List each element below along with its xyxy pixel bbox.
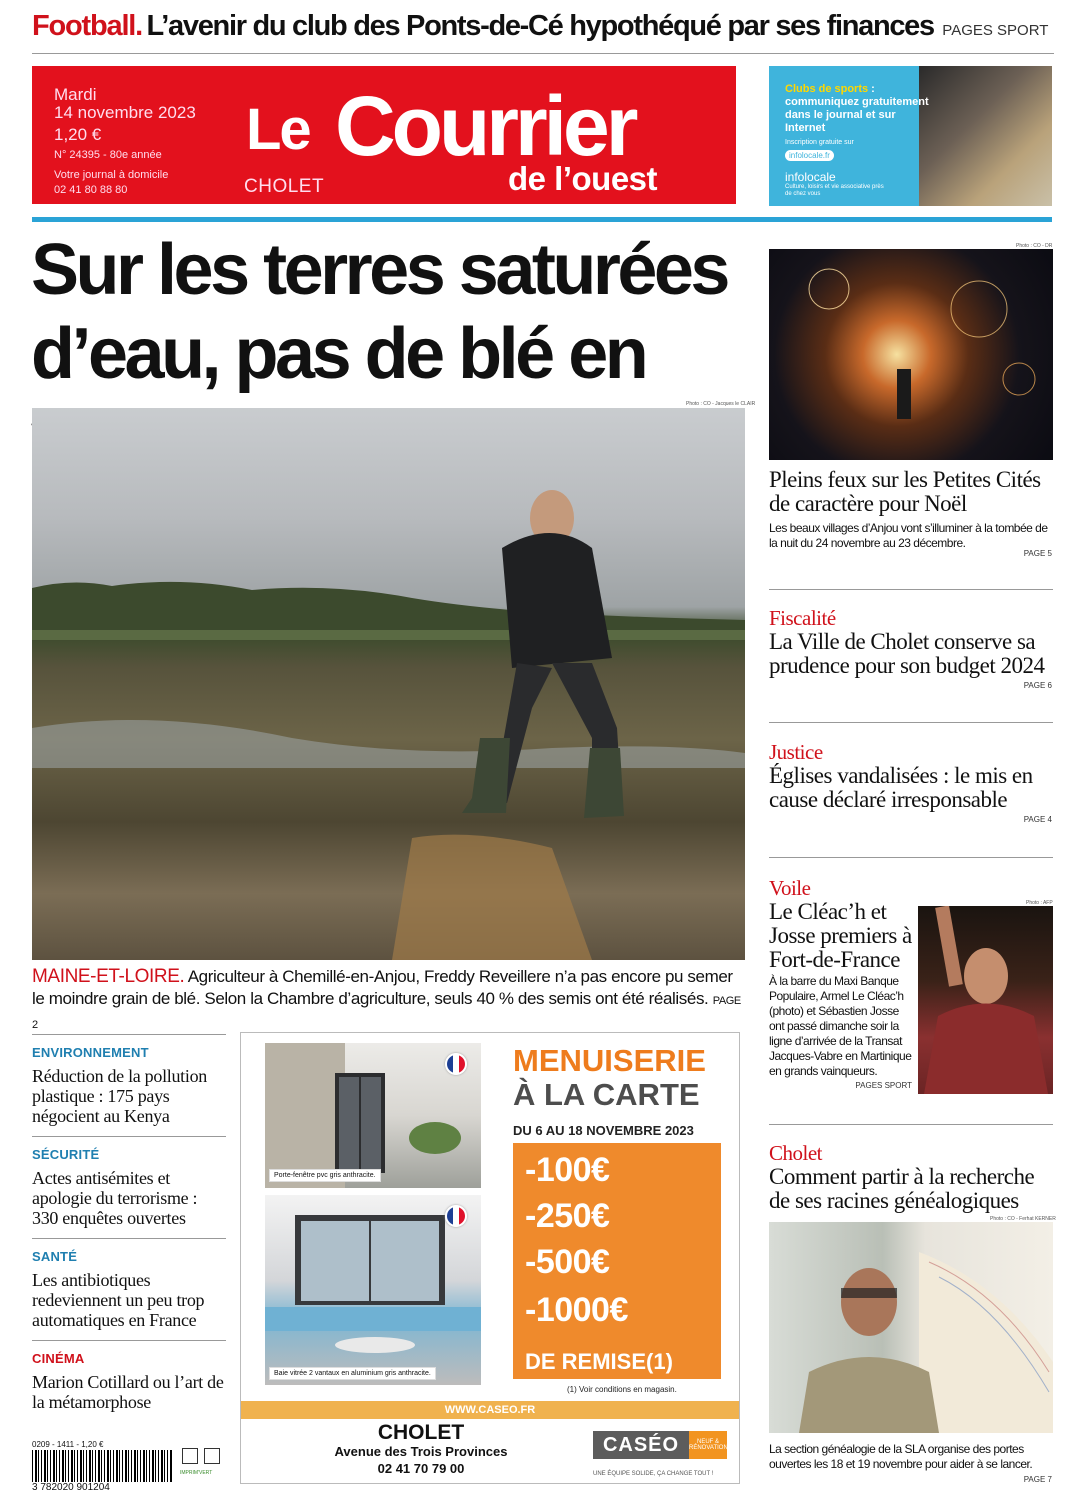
story-summary: Les beaux villages d’Anjou vont s’illuminer à la tombée de la nuit du 24 novembre au 23 décembre. — [769, 521, 1048, 550]
ad-window-photo — [265, 1195, 481, 1385]
caption-text: Agriculteur à Chemillé-en-Anjou, Freddy Reveillere n’a pas encore pu semer le moindre grain de blé. Selon la Chambre d’agriculture, seuls 40 % des semis ont été réalisés. — [32, 967, 733, 1008]
french-flag-icon — [445, 1205, 467, 1227]
headline-line-1: Sur les terres saturées — [31, 230, 727, 310]
divider — [769, 722, 1053, 723]
recycle-icon — [182, 1448, 198, 1464]
brief-title: Marion Cotillard ou l’art de la métamorphose — [32, 1372, 224, 1412]
infolocale-promo[interactable] — [769, 66, 1052, 206]
masthead — [32, 66, 736, 204]
ad-dates: DU 6 AU 18 NOVEMBRE 2023 — [513, 1123, 694, 1138]
ad-slogan: UNE ÉQUIPE SOLIDE, ÇA CHANGE TOUT ! — [593, 1471, 714, 1477]
caseo-logo — [593, 1431, 727, 1467]
ad-conditions: (1) Voir conditions en magasin. — [567, 1385, 677, 1394]
story-page: PAGE 6 — [1023, 681, 1052, 690]
promo-photo — [919, 66, 1052, 206]
story-category: Voile — [769, 876, 811, 900]
sailor-photo[interactable] — [918, 906, 1053, 1094]
photo-credit: Photo : CO - Jacques le CLAIR — [686, 401, 756, 407]
brief-title: Réduction de la pollution plastique : 175 pays négocient au Kenya — [32, 1066, 207, 1126]
divider — [32, 217, 1052, 222]
story-page: PAGE 4 — [1023, 815, 1052, 824]
promo-small: Inscription gratuite sur — [785, 139, 854, 146]
brief-securite[interactable] — [32, 1136, 226, 1228]
delivery-phone: 02 41 80 88 80 — [54, 184, 128, 196]
photo-credit: Photo : CO - Ferhat KERNER — [990, 1216, 1056, 1222]
discount-box — [513, 1143, 721, 1379]
ad-title-1: MENUISERIE — [513, 1043, 706, 1078]
photo-credit: Photo : AFP — [1026, 900, 1053, 906]
genealogy-photo[interactable] — [769, 1222, 1053, 1433]
teaser-page: PAGES SPORT — [942, 22, 1049, 39]
story-category: Fiscalité — [769, 606, 836, 630]
french-flag-icon — [445, 1053, 467, 1075]
brief-title: Les antibiotiques redeviennent un peu trop automatiques en France — [32, 1270, 205, 1330]
top-teaser[interactable] — [32, 10, 1054, 54]
logo-le: Le — [246, 97, 310, 162]
brief-title: Actes antisémites et apologie du terrorisme : 330 enquêtes ouvertes — [32, 1168, 198, 1228]
story-title[interactable]: Églises vandalisées : le mis en cause déclaré irresponsable — [769, 763, 1033, 812]
story-title[interactable]: Le Cléac’h et Josse premiers à Fort-de-France — [769, 899, 912, 972]
ad-img2-label: Baie vitrée 2 vantaux en aluminium gris anthracite. — [269, 1367, 436, 1380]
genealogy-illustration — [769, 1222, 1053, 1433]
discount-label: DE REMISE(1) — [525, 1349, 673, 1374]
discount-value: -500€ — [525, 1243, 610, 1281]
ad-website[interactable]: WWW.CASEO.FR — [241, 1401, 739, 1419]
caption-page: PAGE 2 — [32, 995, 741, 1031]
teaser-kicker: Football. — [32, 10, 143, 42]
ad-title-2: À LA CARTE — [513, 1077, 700, 1112]
divider — [769, 857, 1053, 858]
promo-link-button[interactable]: infolocale.fr — [785, 150, 834, 161]
story-category: Justice — [769, 740, 823, 764]
photo-credit: Photo : CO - DR — [1016, 243, 1053, 249]
sailor-illustration — [918, 906, 1053, 1094]
brief-environnement[interactable] — [32, 1034, 226, 1126]
promo-colon: : — [868, 83, 875, 95]
teaser-headline: L’avenir du club des Ponts-de-Cé hypothéqué par ses finances — [146, 10, 934, 42]
headline-line-2: d’eau, pas de blé en — [31, 314, 646, 394]
print-label-icon — [204, 1448, 220, 1464]
divider — [769, 589, 1053, 590]
brief-category: ENVIRONNEMENT — [32, 1045, 149, 1060]
barcode-code-bottom: 3 782020 901204 — [32, 1482, 110, 1493]
story-page: PAGE 7 — [1023, 1475, 1052, 1484]
discount-value: -1000€ — [525, 1291, 628, 1329]
logo-courrier: Courrier — [335, 79, 635, 173]
caseo-logo-name: CASÉO — [593, 1431, 689, 1459]
issue-number: N° 24395 - 80e année — [54, 149, 162, 161]
story-page: PAGE 5 — [1023, 549, 1052, 558]
promo-tagline: Culture, loisirs et vie associative près de chez vous — [785, 184, 884, 197]
brief-cinema[interactable] — [32, 1340, 226, 1412]
brief-category: CINÉMA — [32, 1351, 85, 1366]
barcode-block — [32, 1440, 232, 1492]
ad-city: CHOLET — [377, 1421, 465, 1444]
edition-city: CHOLET — [244, 176, 325, 197]
logo-ouest: de l’ouest — [508, 160, 658, 197]
ad-img1-label: Porte-fenêtre pvc gris anthracite. — [269, 1169, 381, 1182]
price: 1,20 € — [54, 125, 102, 144]
story-page: PAGES SPORT — [855, 1081, 912, 1090]
brief-category: SANTÉ — [32, 1249, 78, 1264]
delivery-info — [54, 168, 168, 198]
edition-full-date: 14 novembre 2023 — [54, 103, 196, 122]
brief-sante[interactable] — [32, 1238, 226, 1330]
main-caption — [32, 966, 747, 1036]
story-title[interactable]: Comment partir à la recherche de ses racines généalogiques — [769, 1164, 1035, 1213]
ad-door-photo — [265, 1043, 481, 1188]
story-summary: La section généalogie de la SLA organise des portes ouvertes les 18 et 19 novembre pour aider à se lancer. — [769, 1442, 1033, 1471]
farmer-illustration — [32, 408, 745, 960]
edition-date — [54, 86, 196, 122]
ad-address: Avenue des Trois Provinces — [334, 1444, 508, 1459]
main-photo-farmer-field[interactable] — [32, 408, 745, 960]
fireworks-illustration — [769, 249, 1053, 460]
divider — [769, 1124, 1053, 1125]
fireworks-photo[interactable] — [769, 249, 1053, 460]
story-summary: À la barre du Maxi Banque Populaire, Armel Le Cléac’h (photo) et Sébastien Josse ont passé dimanche soir la ligne d’arrivée de la Transat Jacques-Vabre en Martinique en grands vainqueurs. — [769, 974, 912, 1078]
edition-day: Mardi — [54, 85, 97, 104]
story-title[interactable]: Pleins feux sur les Petites Cités de caractère pour Noël — [769, 467, 1041, 516]
story-category: Cholet — [769, 1141, 822, 1165]
story-title[interactable]: La Ville de Cholet conserve sa prudence pour son budget 2024 — [769, 629, 1045, 678]
discount-value: -100€ — [525, 1151, 610, 1189]
barcode-icon — [32, 1450, 172, 1482]
ad-phone: 02 41 70 79 00 — [377, 1461, 465, 1476]
caseo-advertisement[interactable] — [240, 1032, 740, 1484]
promo-body: communiquez gratuitement dans le journal et sur Internet — [785, 96, 929, 134]
discount-value: -250€ — [525, 1197, 610, 1235]
barcode-code-top: 0209 - 1411 - 1,20 € — [32, 1440, 104, 1449]
imprim-vert-label: IMPRIM'VERT — [180, 1470, 213, 1476]
brief-category: SÉCURITÉ — [32, 1147, 100, 1162]
caption-kicker: MAINE-ET-LOIRE. — [32, 966, 185, 987]
delivery-label: Votre journal à domicile — [54, 169, 169, 181]
promo-brand: infolocale — [785, 170, 836, 184]
promo-text — [785, 83, 935, 135]
promo-highlight: Clubs de sports — [785, 83, 869, 95]
caseo-logo-side: NEUF & RÉNOVATION — [689, 1431, 727, 1459]
